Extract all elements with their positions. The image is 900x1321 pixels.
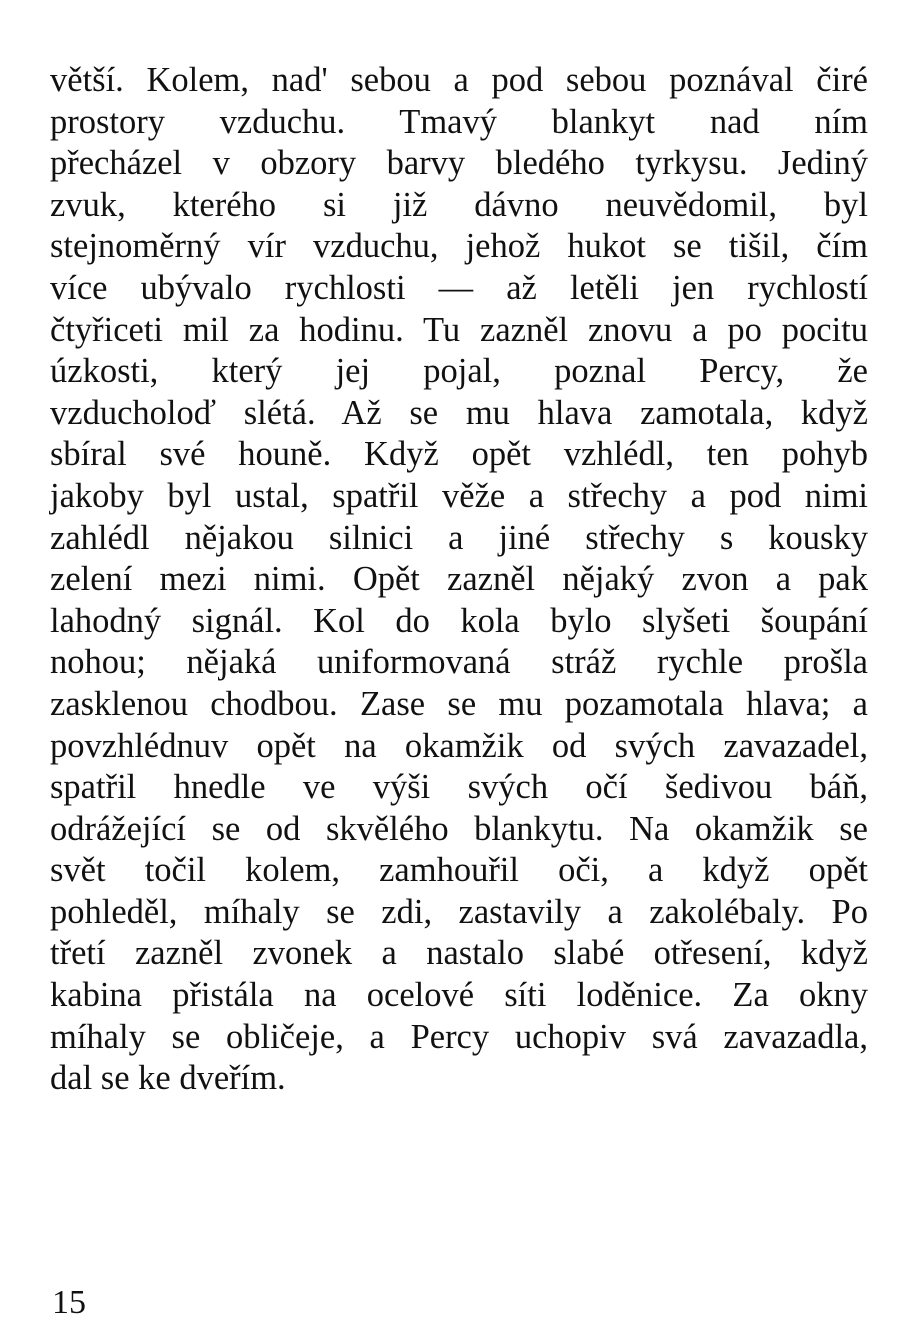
- text-line: povzhlédnuv opět na okamžik od svých zavazadel,: [50, 726, 868, 765]
- text-line: kabina přistála na ocelové síti loděnice. Za okny: [50, 976, 868, 1015]
- text-line: prostory vzduchu. Tmavý blankyt nad ním: [50, 102, 868, 141]
- text-line: zasklenou chodbou. Zase se mu pozamotala hlava; a: [50, 684, 868, 723]
- text-line: vzducholoď slétá. Až se mu hlava zamotala, když: [50, 393, 868, 432]
- text-line: čtyřiceti mil za hodinu. Tu zazněl znovu a po pocitu: [50, 310, 868, 349]
- text-line: větší. Kolem, nad' sebou a pod sebou poznával čiré: [50, 61, 868, 99]
- text-line: pohleděl, míhaly se zdi, zastavily a zakolébaly. Po: [50, 892, 868, 931]
- text-line: lahodný signál. Kol do kola bylo slyšeti šoupání: [50, 601, 868, 640]
- text-line: zahlédl nějakou silnici a jiné střechy s kousky: [50, 518, 868, 557]
- text-line: úzkosti, který jej pojal, poznal Percy, že: [50, 352, 868, 391]
- text-line: dal se ke dveřím.: [50, 1059, 286, 1098]
- text-line: stejnoměrný vír vzduchu, jehož hukot se tišil, čím: [50, 227, 868, 266]
- text-line: přecházel v obzory barvy bledého tyrkysu. Jediný: [50, 144, 868, 183]
- text-line: odrážející se od skvělého blankytu. Na okamžik se: [50, 809, 868, 848]
- text-line: jakoby byl ustal, spatřil věže a střechy a pod nimi: [50, 476, 868, 515]
- text-line: spatřil hnedle ve výši svých očí šedivou báň,: [50, 768, 868, 807]
- text-line: třetí zazněl zvonek a nastalo slabé otřesení, když: [50, 934, 868, 973]
- body-text: [50, 60, 868, 1100]
- page-number: 15: [52, 1284, 86, 1321]
- text-line: svět točil kolem, zamhouřil oči, a když opět: [50, 851, 868, 890]
- text-line: nohou; nějaká uniformovaná stráž rychle prošla: [50, 643, 868, 682]
- text-line: sbíral své houně. Když opět vzhlédl, ten pohyb: [50, 435, 868, 474]
- text-line: zelení mezi nimi. Opět zazněl nějaký zvon a pak: [50, 560, 868, 599]
- text-line: míhaly se obličeje, a Percy uchopiv svá zavazadla,: [50, 1017, 868, 1056]
- text-line: více ubývalo rychlosti — až letěli jen rychlostí: [50, 268, 868, 307]
- text-line: zvuk, kterého si již dávno neuvědomil, byl: [50, 185, 868, 224]
